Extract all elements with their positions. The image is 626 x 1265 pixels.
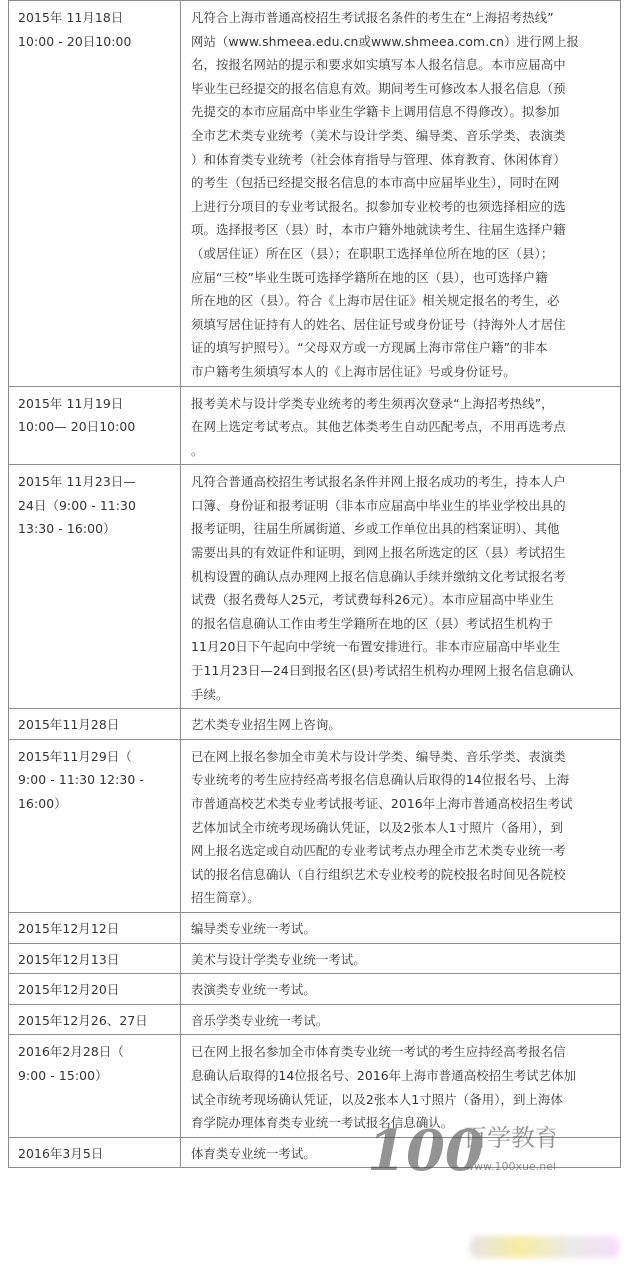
description-line: ）和体育类专业统考（社会体育指导与管理、体育教育、休闲体育） xyxy=(191,151,566,167)
description-line: 市户籍考生须填写本人的《上海市居住证》号或身份证号。 xyxy=(191,363,516,379)
date-line: 2015年12月26、27日 xyxy=(18,1012,148,1028)
schedule-description-cell xyxy=(181,943,621,974)
description-line: 凡符合上海市普通高校招生考试报名条件的考生在“上海招考热线” xyxy=(191,10,554,25)
schedule-row xyxy=(9,1137,621,1168)
description-line: 须填写居住证持有人的姓名、居住证号或身份证号（持海外人才居住 xyxy=(191,316,566,332)
date-line: 9:00 - 11:30 12:30 - xyxy=(18,772,144,788)
schedule-row xyxy=(9,943,621,974)
description-line: 的考生（包括已经提交报名信息的本市高中应届毕业生），同时在网 xyxy=(191,175,560,191)
schedule-description-cell xyxy=(181,1035,621,1137)
schedule-description-cell xyxy=(181,739,621,912)
schedule-date-cell xyxy=(9,1004,181,1035)
schedule-description-cell xyxy=(181,465,621,709)
description-line: 名，按报名网站的提示和要求如实填写本人报名信息。本市应届高中 xyxy=(191,57,566,73)
description-line: 音乐学类专业统一考试。 xyxy=(191,1012,329,1028)
date-line: 10:00— 20日10:00 xyxy=(18,419,136,435)
description-line: 于11月23日—24日到报名区(县)考试招生机构办理网上报名信息确认 xyxy=(191,663,574,679)
schedule-date-cell xyxy=(9,1137,181,1168)
description-line: 试费（报名费每人25元，考试费每科26元）。本市应届高中毕业生 xyxy=(191,592,554,608)
description-line: 上进行分项目的专业考试报名。拟参加专业校考的也须选择相应的选 xyxy=(191,198,566,214)
description-line: 表演类专业统一考试。 xyxy=(191,982,316,998)
description-line: 编导类专业统一考试。 xyxy=(191,920,316,936)
description-line: 凡符合普通高校招生考试报名条件并网上报名成功的考生，持本人户 xyxy=(191,474,566,490)
date-line: 24日（9:00 - 11:30 xyxy=(18,497,137,513)
schedule-description-cell xyxy=(181,1004,621,1035)
schedule-date-cell xyxy=(9,943,181,974)
description-line: 网上报名选定或自动匹配的专业考试考点办理全市艺术类专业统一考 xyxy=(191,843,566,859)
description-line: 手续。 xyxy=(191,686,229,702)
date-line: 10:00 - 20日10:00 xyxy=(18,33,132,49)
admission-schedule-table xyxy=(8,0,621,1168)
description-line: 美术与设计学类专业统一考试。 xyxy=(191,951,366,967)
description-line: 招生简章）。 xyxy=(191,890,260,906)
schedule-row xyxy=(9,739,621,912)
schedule-description-cell xyxy=(181,912,621,943)
schedule-date-cell xyxy=(9,974,181,1005)
date-line: 2015年 11月19日 xyxy=(18,395,124,411)
schedule-description-cell xyxy=(181,974,621,1005)
logo-url: www.100xue.net xyxy=(465,1160,555,1173)
schedule-row xyxy=(9,912,621,943)
date-line: 2015年 11月23日— xyxy=(18,474,136,490)
date-line: 2015年11月28日 xyxy=(18,717,120,733)
description-line: 艺体加试全市统考现场确认凭证，以及2张本人1寸照片（备用），到 xyxy=(191,819,563,835)
description-line: 已在网上报名参加全市体育类专业统一考试的考生应持经高考报名信 xyxy=(191,1044,566,1060)
description-line: 已在网上报名参加全市美术与设计学类、编导类、音乐学类、表演类 xyxy=(191,748,566,764)
date-line: 2015年12月13日 xyxy=(18,951,120,967)
date-line: 2015年12月20日 xyxy=(18,982,120,998)
description-line: 。 xyxy=(191,442,204,458)
description-line: 口簿、身份证和报考证明（非本市应届高中毕业生的毕业学校出具的 xyxy=(191,497,566,513)
schedule-date-cell xyxy=(9,386,181,465)
description-line: 的报名信息确认工作由考生学籍所在地的区（县）考试招生机构于 xyxy=(191,615,554,631)
date-line: 16:00） xyxy=(18,796,67,811)
schedule-date-cell xyxy=(9,912,181,943)
date-line: 2016年3月5日 xyxy=(18,1145,104,1161)
description-line: 在网上选定考试考点。其他艺体类考生自动匹配考点，不用再选考点 xyxy=(191,419,566,435)
date-line: 2015年 11月18日 xyxy=(18,10,124,25)
description-line: 11月20日下午起向中学统一布置安排进行。非本市应届高中毕业生 xyxy=(191,639,561,655)
description-line: 体育类专业统一考试。 xyxy=(191,1145,316,1161)
description-line: 需要出具的有效证件和证明，到网上报名所选定的区（县）考试招生 xyxy=(191,545,566,561)
description-line: 所在地的区（县）。符合《上海市居住证》相关规定报名的考生，必 xyxy=(191,293,560,309)
date-line: 2015年11月29日（ xyxy=(18,748,132,764)
date-line: 2015年12月12日 xyxy=(18,920,120,936)
schedule-row xyxy=(9,386,621,465)
schedule-row xyxy=(9,465,621,709)
schedule-row xyxy=(9,1004,621,1035)
description-line: 艺术类专业招生网上咨询。 xyxy=(191,717,341,733)
schedule-date-cell xyxy=(9,465,181,709)
description-line: 证的填写护照号）。“父母双方或一方现属上海市常住户籍”的非本 xyxy=(191,340,548,356)
schedule-description-cell xyxy=(181,1137,621,1168)
description-line: 毕业生已经提交的报名信息有效。期间考生可修改本人报名信息（预 xyxy=(191,80,566,96)
schedule-date-cell xyxy=(9,739,181,912)
description-line: 网站（www.shmeea.edu.cn或www.shmeea.com.cn）进行网上报 xyxy=(191,33,580,49)
description-line: 市普通高校艺术类专业考试报考证、2016年上海市普通高校招生考试 xyxy=(191,796,573,811)
date-line: 2016年2月28日（ xyxy=(18,1044,124,1060)
description-line: 育学院办理体育类专业统一考试报名信息确认。 xyxy=(191,1115,454,1131)
description-line: 报考证明，往届生所属街道、乡或工作单位出具的档案证明）、其他 xyxy=(191,521,560,537)
description-line: 试全市统考现场确认凭证，以及2张本人1寸照片（备用），到上海体 xyxy=(191,1091,563,1107)
description-line: 项。选择报考区（县）时，本市户籍外地就读考生、往届生选择户籍 xyxy=(191,222,566,238)
description-line: 息确认后取得的14位报名号、2016年上海市普通高校招生考试艺体加 xyxy=(191,1067,577,1083)
schedule-row xyxy=(9,709,621,740)
logo-brand: 百学教育 xyxy=(463,1124,555,1152)
date-line: 9:00 - 15:00） xyxy=(18,1067,108,1083)
description-line: 专业统考的考生应持经高考报名信息确认后取得的14位报名号、上海 xyxy=(191,772,570,788)
description-line: 全市艺术类专业统考（美术与设计学类、编导类、音乐学类、表演类 xyxy=(191,127,566,143)
schedule-description-cell xyxy=(181,1,621,387)
schedule-row xyxy=(9,974,621,1005)
schedule-date-cell xyxy=(9,1035,181,1137)
description-line: 应届“三校”毕业生既可选择学籍所在地的区（县），也可选择户籍 xyxy=(191,269,548,285)
description-line: 报考美术与设计学类专业统考的考生须再次登录“上海招考热线”， xyxy=(191,395,554,411)
schedule-description-cell xyxy=(181,709,621,740)
description-line: 先提交的本市应届高中毕业生学籍卡上调用信息不得修改）。拟参加 xyxy=(191,104,560,120)
description-line: （或居住证）所在区（县）；在职职工选择单位所在地的区（县）； xyxy=(191,245,554,261)
date-line: 13:30 - 16:00） xyxy=(18,521,116,537)
description-line: 试的报名信息确认（自行组织艺术专业校考的院校报名时间见各院校 xyxy=(191,866,566,882)
blurred-stamp xyxy=(470,1236,620,1258)
logo-number: 100 xyxy=(367,1118,484,1184)
schedule-row xyxy=(9,1035,621,1137)
schedule-row xyxy=(9,1,621,387)
schedule-date-cell xyxy=(9,1,181,387)
description-line: 机构设置的确认点办理网上报名信息确认手续并缴纳文化考试报名考 xyxy=(191,568,566,584)
schedule-date-cell xyxy=(9,709,181,740)
schedule-description-cell xyxy=(181,386,621,465)
